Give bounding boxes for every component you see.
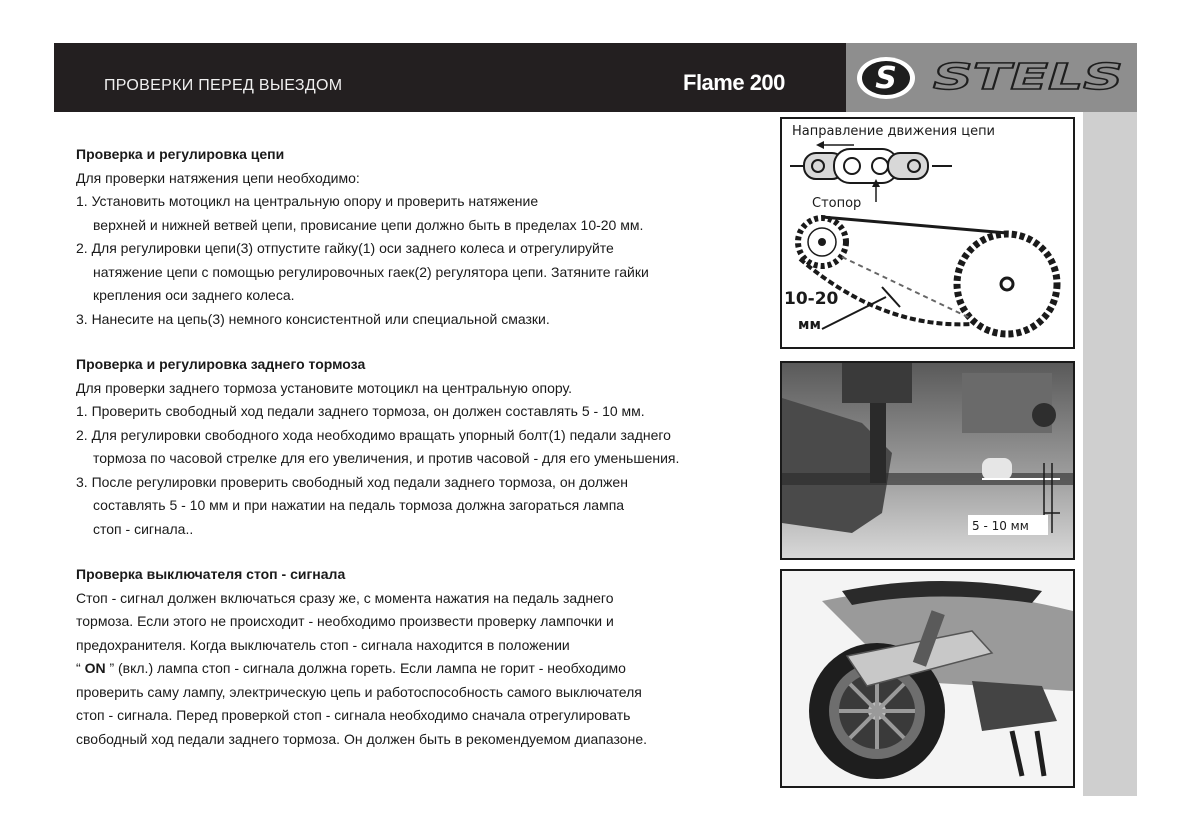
quote-open: “ [76,660,85,676]
text-line: натяжение цепи с помощью регулировочных гаек(2) регулятора цепи. Затяните гайки [93,263,649,280]
chain-section-title: Проверка и регулировка цепи [76,146,285,162]
text-line: стоп - сигнала. Перед проверкой стоп - сигнала необходимо сначала отрегулировать [76,707,631,723]
brake-pedal-photo [780,361,1075,560]
text-line: Для проверки натяжения цепи необходимо: [76,169,360,186]
text-line: стоп - сигнала.. [93,520,194,537]
motorcycle-rear-photo [780,569,1075,788]
text-line: тормоза. Если этого не происходит - необходимо произвести проверку лампочки и [76,613,614,629]
model-name: Flame 200 [683,70,785,95]
text-line: свободный ход педали заднего тормоза. Он должен быть в рекомендуемом диапазоне. [76,730,647,747]
text-line: тормоза по часовой стрелке для его увеличения, и против часовой - для его уменьшения. [93,450,680,466]
text-line: предохранителя. Когда выключатель стоп - сигнала находится в положении [76,636,570,653]
text-line [76,657,776,681]
text-line: 2. Для регулировки свободного хода необходимо вращать упорный болт(1) педали заднего [76,426,671,443]
svg-text:мм: мм [798,317,821,333]
svg-text:STELS: STELS [933,57,1123,98]
svg-text:Стопор: Стопор [812,196,862,211]
text-line: проверить саму лампу, электрическую цепь и работоспособность самого выключателя [76,683,642,700]
text-line: 3. После регулировки проверить свободный ход педали заднего тормоза, он должен [76,473,628,490]
chain-diagram [780,117,1075,349]
text-line: Для проверки заднего тормоза установите мотоцикл на центральную опору. [76,379,573,396]
side-strip [1083,112,1137,796]
text-line: 3. Нанесите на цепь(3) немного консистентной или специальной смазки. [76,310,550,327]
text-line: 1. Установить мотоцикл на центральную опору и проверить натяжение [76,193,539,209]
page-title: ПРОВЕРКИ ПЕРЕД ВЫЕЗДОМ [104,77,343,94]
text-line: крепления оси заднего колеса. [93,287,295,303]
svg-text:10-20: 10-20 [784,289,839,309]
text-line: Стоп - сигнал должен включаться сразу же, с момента нажатия на педаль заднего [76,589,614,606]
svg-text:Направление движения цепи: Направление движения цепи [792,124,996,139]
text-line: составлять 5 - 10 мм и при нажатии на педаль тормоза должна загораться лампа [93,497,625,513]
on-keyword: ON [84,660,106,676]
brake-section-title: Проверка и регулировка заднего тормоза [76,356,366,372]
main-text [76,143,776,751]
brand-logo [846,43,1137,112]
stop-section-title: Проверка выключателя стоп - сигнала [76,566,346,582]
on-rest-text: ” (вкл.) лампа стоп - сигнала должна гореть. Если лампа не горит - необходимо [105,660,626,676]
text-line: 2. Для регулировки цепи(3) отпустите гайку(1) оси заднего колеса и отрегулируйте [76,240,614,256]
text-line: верхней и нижней ветвей цепи, провисание цепи должно быть в пределах 10-20 мм. [93,216,644,233]
svg-text:5 - 10 мм: 5 - 10 мм [972,519,1029,533]
svg-text:S: S [875,61,897,96]
text-line: 1. Проверить свободный ход педали заднего тормоза, он должен составлять 5 - 10 мм. [76,403,645,419]
